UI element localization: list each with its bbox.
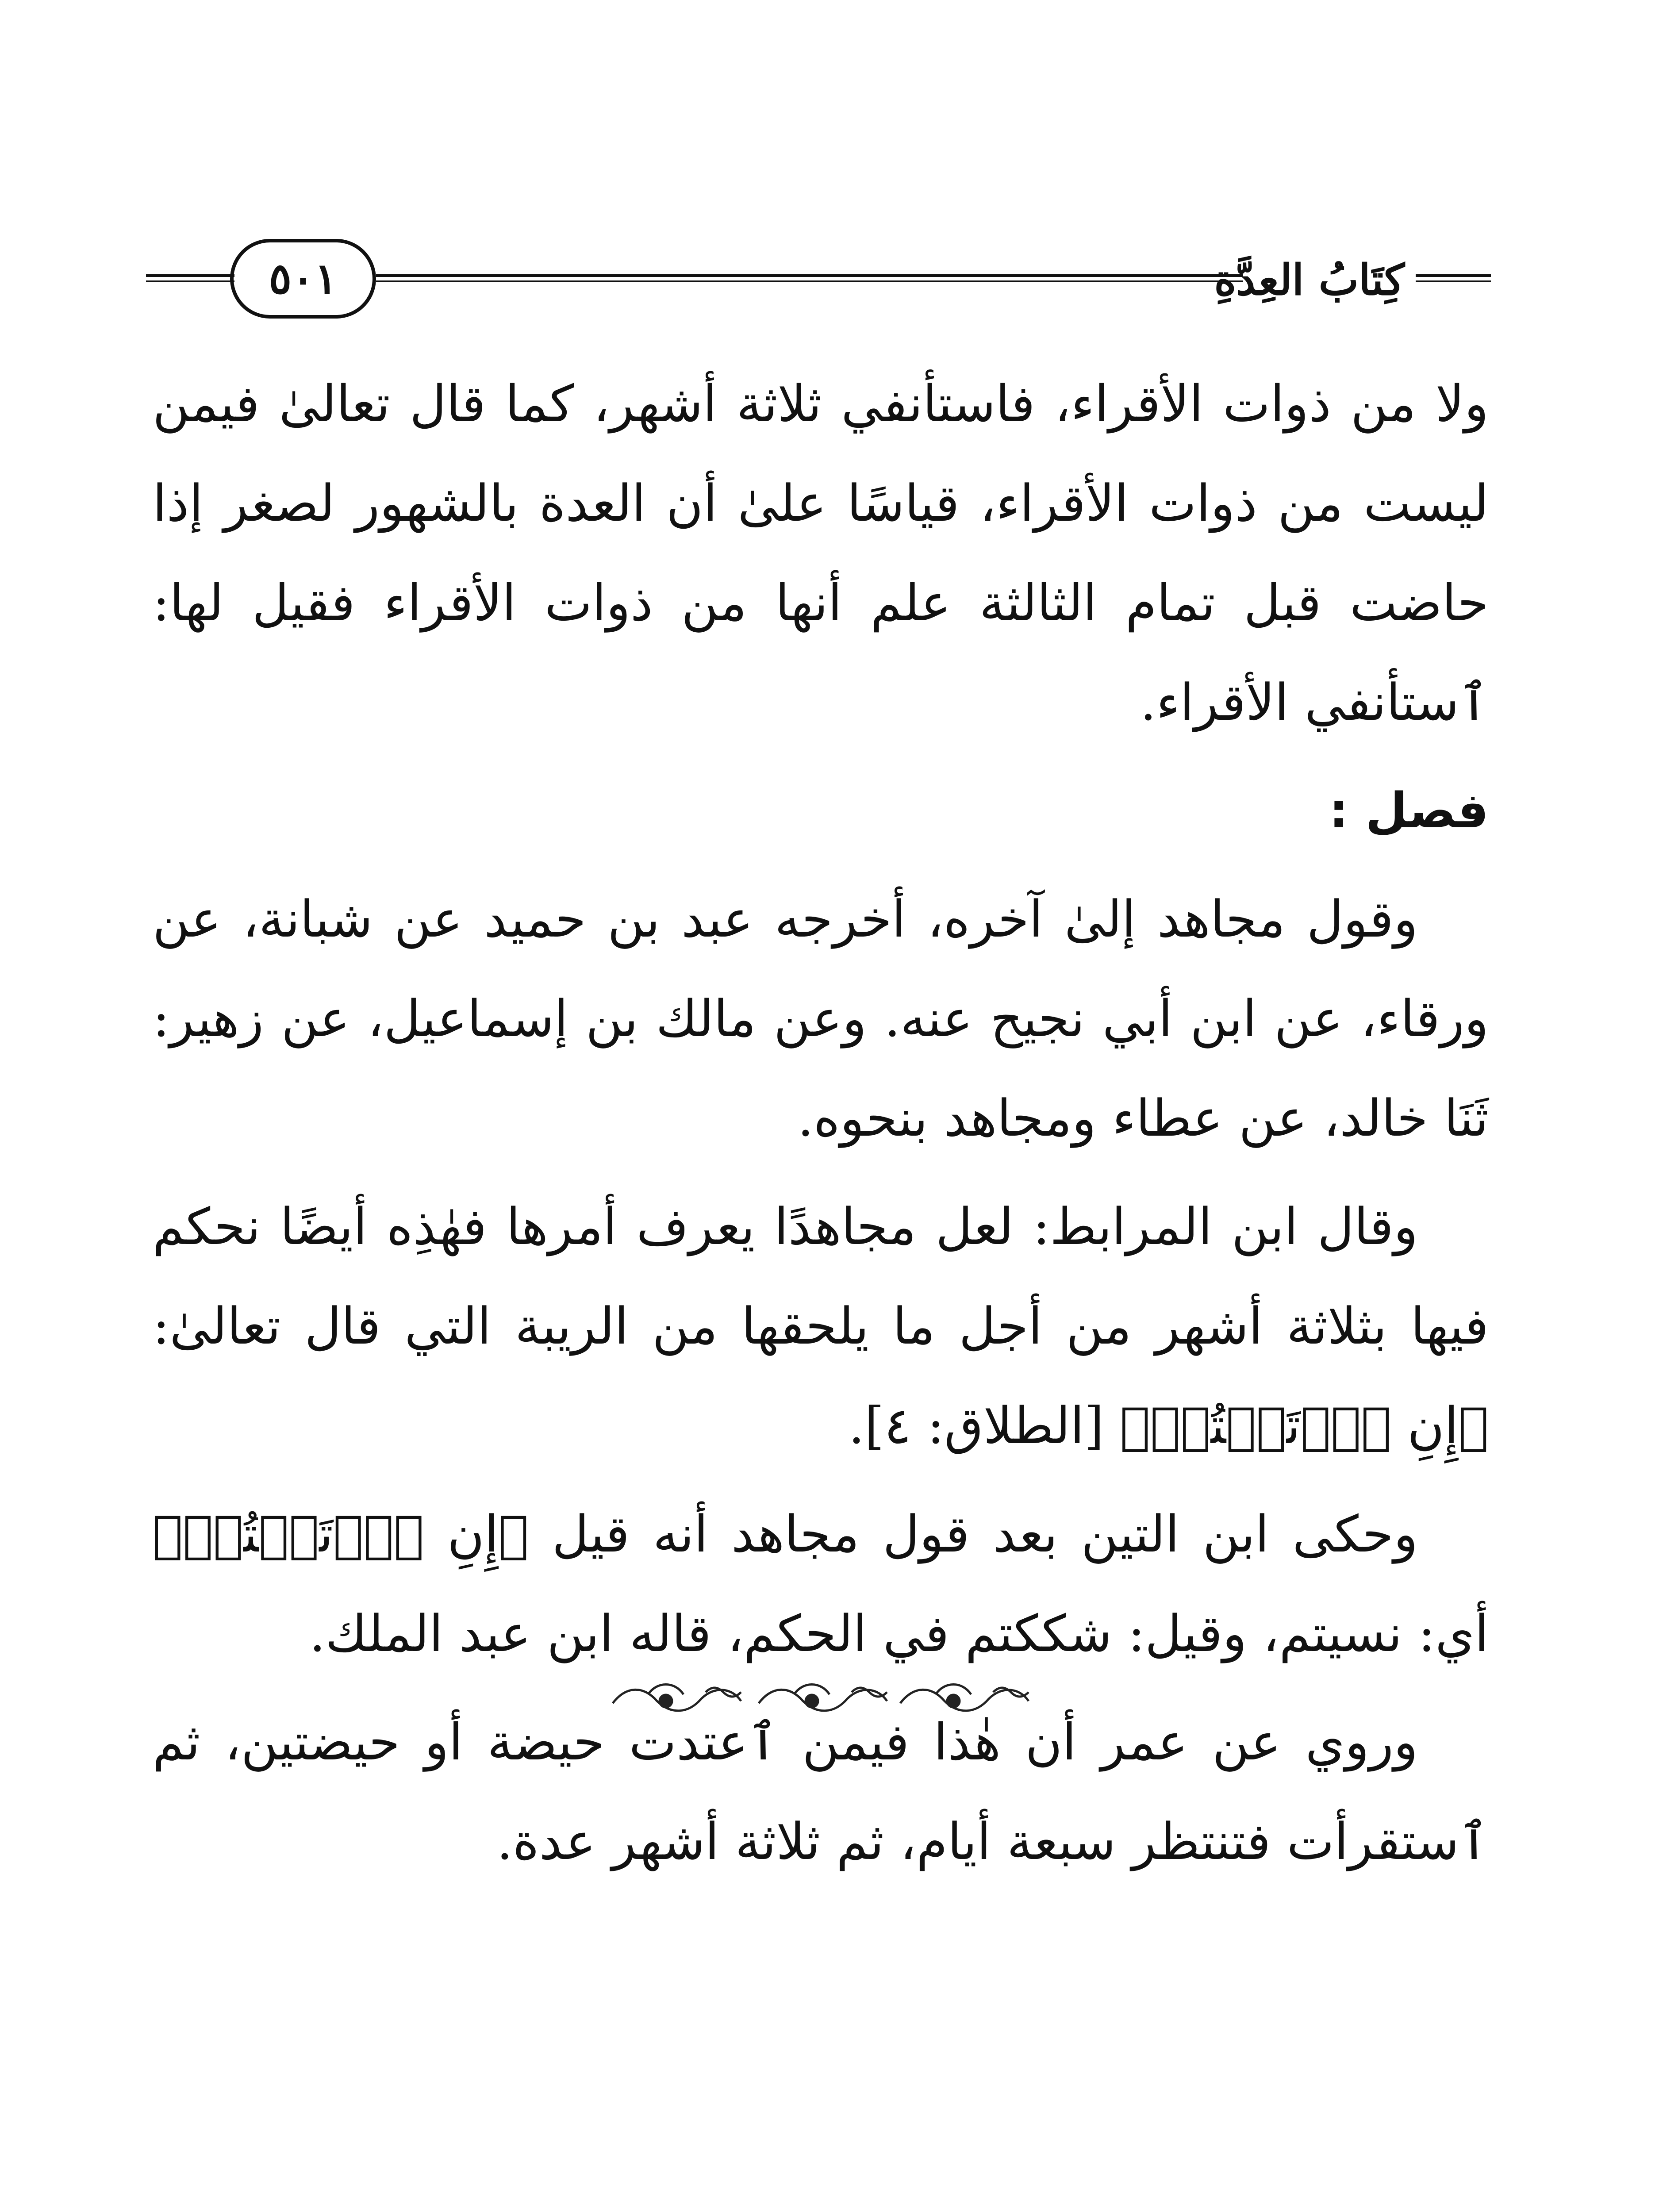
header-rule-middle	[376, 274, 1243, 282]
section-heading: فصل :	[1329, 782, 1489, 839]
paragraph-continuation: ولا من ذوات الأقراء، فاستأنفي ثلاثة أشهر، كما قال تعالىٰ فيمن ليست من ذوات الأقراء، قياسًا علىٰ أن العدة بالشهور لصغر إذا حاضت قبل تمام الثالثة علم أنها من ذوات الأقراء فقيل لها: ٱستأنفي الأقراء.	[153, 374, 1489, 732]
paragraph-mujahid: وقول مجاهد إلىٰ آخره، أخرجه عبد بن حميد عن شبانة، عن ورقاء، عن ابن أبي نجيح عنه. وعن مالك بن إسماعيل، عن زهير: ثَنَا خالد، عن عطاء ومجاهد بنحوه.	[153, 890, 1489, 1148]
running-title: كِتَابُ العِدَّةِ	[1214, 255, 1405, 305]
page-number: ٥٠١	[269, 253, 338, 303]
paragraph-ibn-altin: وحكى ابن التين بعد قول مجاهد أنه قيل ﴿إِنِ ٱرۡتَبۡتُمۡ﴾ أي: نسيتم، وقيل: شككتم في الحكم، قاله ابن عبد الملك.	[153, 1505, 1489, 1663]
header-rule-left	[146, 274, 234, 282]
body-text	[153, 354, 1489, 1900]
floral-divider-icon	[608, 1677, 1033, 1721]
page-number-badge	[230, 239, 376, 319]
paragraph-ibn-almurabit: وقال ابن المرابط: لعل مجاهدًا يعرف أمرها فهٰذِه أيضًا نحكم فيها بثلاثة أشهر من أجل ما يلحقها من الريبة التي قال تعالىٰ: ﴿إِنِ ٱرۡتَبۡتُمۡ﴾ [الطلاق: ٤].	[153, 1197, 1489, 1455]
paragraph-umar: وروي عن عمر أن هٰذا فيمن ٱعتدت حيضة أو حيضتين، ثم ٱستقرأت فتنتظر سبعة أيام، ثم ثلاثة أشهر عدة.	[153, 1713, 1489, 1871]
running-header	[146, 230, 1491, 319]
header-rule-right	[1416, 274, 1491, 282]
